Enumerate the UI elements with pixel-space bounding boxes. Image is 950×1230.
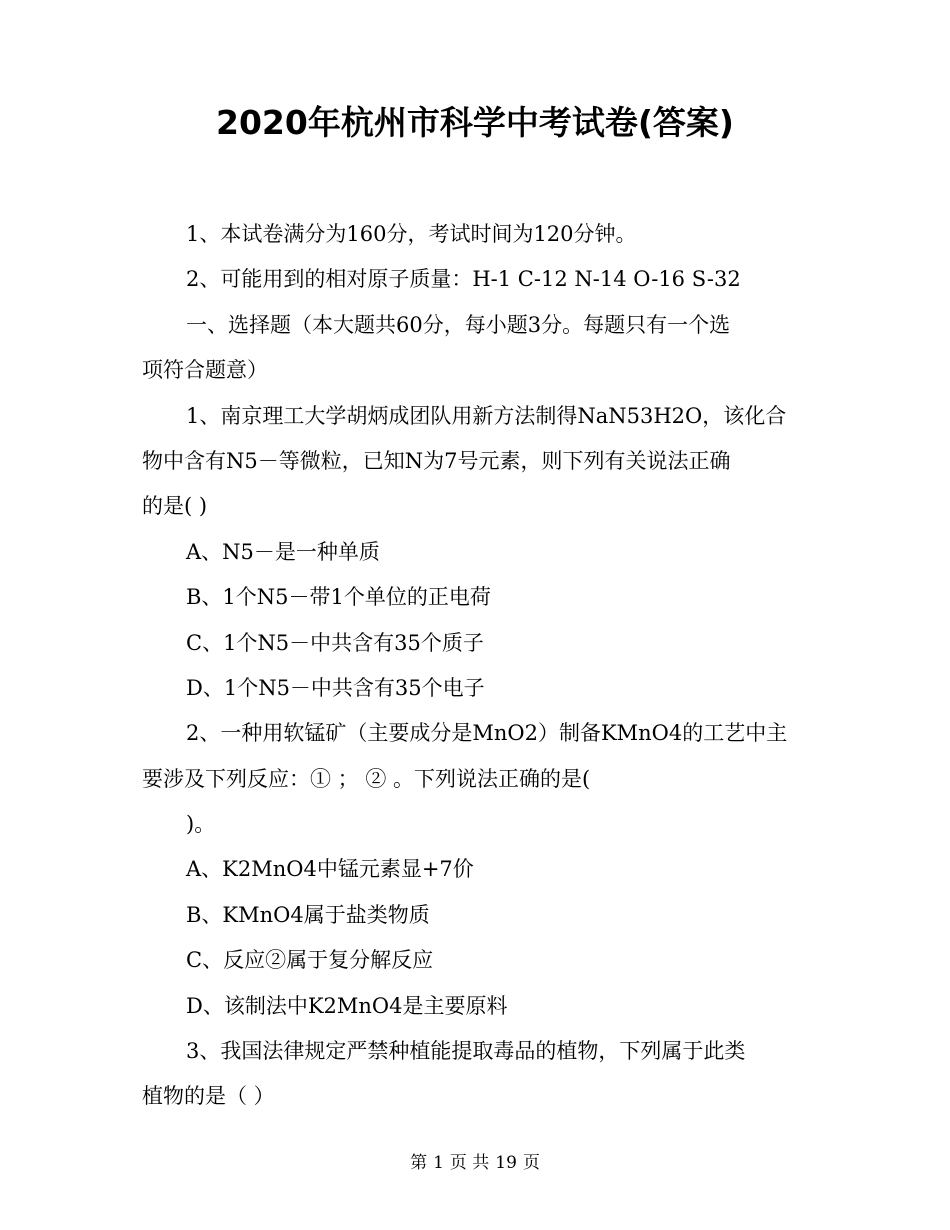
- footer-current-page: 1: [433, 1153, 444, 1173]
- text-line: 1、本试卷满分为160分，考试时间为120分钟。: [186, 222, 637, 246]
- text-line: 3、我国法律规定严禁种植能提取毒品的植物，下列属于此类: [186, 1039, 746, 1064]
- text-line: D、该制法中K2MnO4是主要原料: [186, 993, 508, 1018]
- text-line: D、1个N5－中共含有35个电子: [186, 675, 485, 700]
- footer-prefix: 第: [410, 1153, 428, 1173]
- document-title: 2020年杭州市科学中考试卷(答案): [215, 103, 734, 142]
- text-line: 植物的是（ ）: [142, 1084, 275, 1109]
- text-line: )。: [186, 812, 216, 837]
- text-line: C、反应②属于复分解反应: [186, 948, 434, 973]
- text-line: A、K2MnO4中锰元素显+7价: [186, 857, 474, 882]
- footer-suffix: 页: [522, 1153, 540, 1173]
- text-line: 项符合题意）: [142, 358, 268, 383]
- page-footer: [0, 1148, 950, 1178]
- text-line: 2、一种用软锰矿（主要成分是MnO2）制备KMnO4的工艺中主: [186, 721, 788, 746]
- text-line: 2、可能用到的相对原子质量：H-1 C-12 N-14 O-16 S-32: [186, 267, 741, 292]
- footer-middle: 页 共: [449, 1153, 490, 1173]
- text-line: 1、南京理工大学胡炳成团队用新方法制得NaN53H2O，该化合: [186, 403, 787, 428]
- text-line: 物中含有N5－等微粒，已知N为7号元素，则下列有关说法正确: [142, 448, 731, 473]
- text-line: A、N5－是一种单质: [186, 539, 380, 564]
- text-line: 一、选择题（本大题共60分，每小题3分。每题只有一个选: [186, 312, 731, 337]
- text-line: C、1个N5－中共含有35个质子: [186, 630, 484, 655]
- text-line: B、1个N5－带1个单位的正电荷: [186, 585, 491, 610]
- text-line: 要涉及下列反应：① ； ② 。下列说法正确的是(: [142, 766, 591, 791]
- footer-total-pages: 19: [495, 1153, 517, 1173]
- text-line: 的是( ): [142, 494, 208, 519]
- document-body: [142, 212, 812, 1120]
- text-line: B、KMnO4属于盐类物质: [186, 902, 430, 927]
